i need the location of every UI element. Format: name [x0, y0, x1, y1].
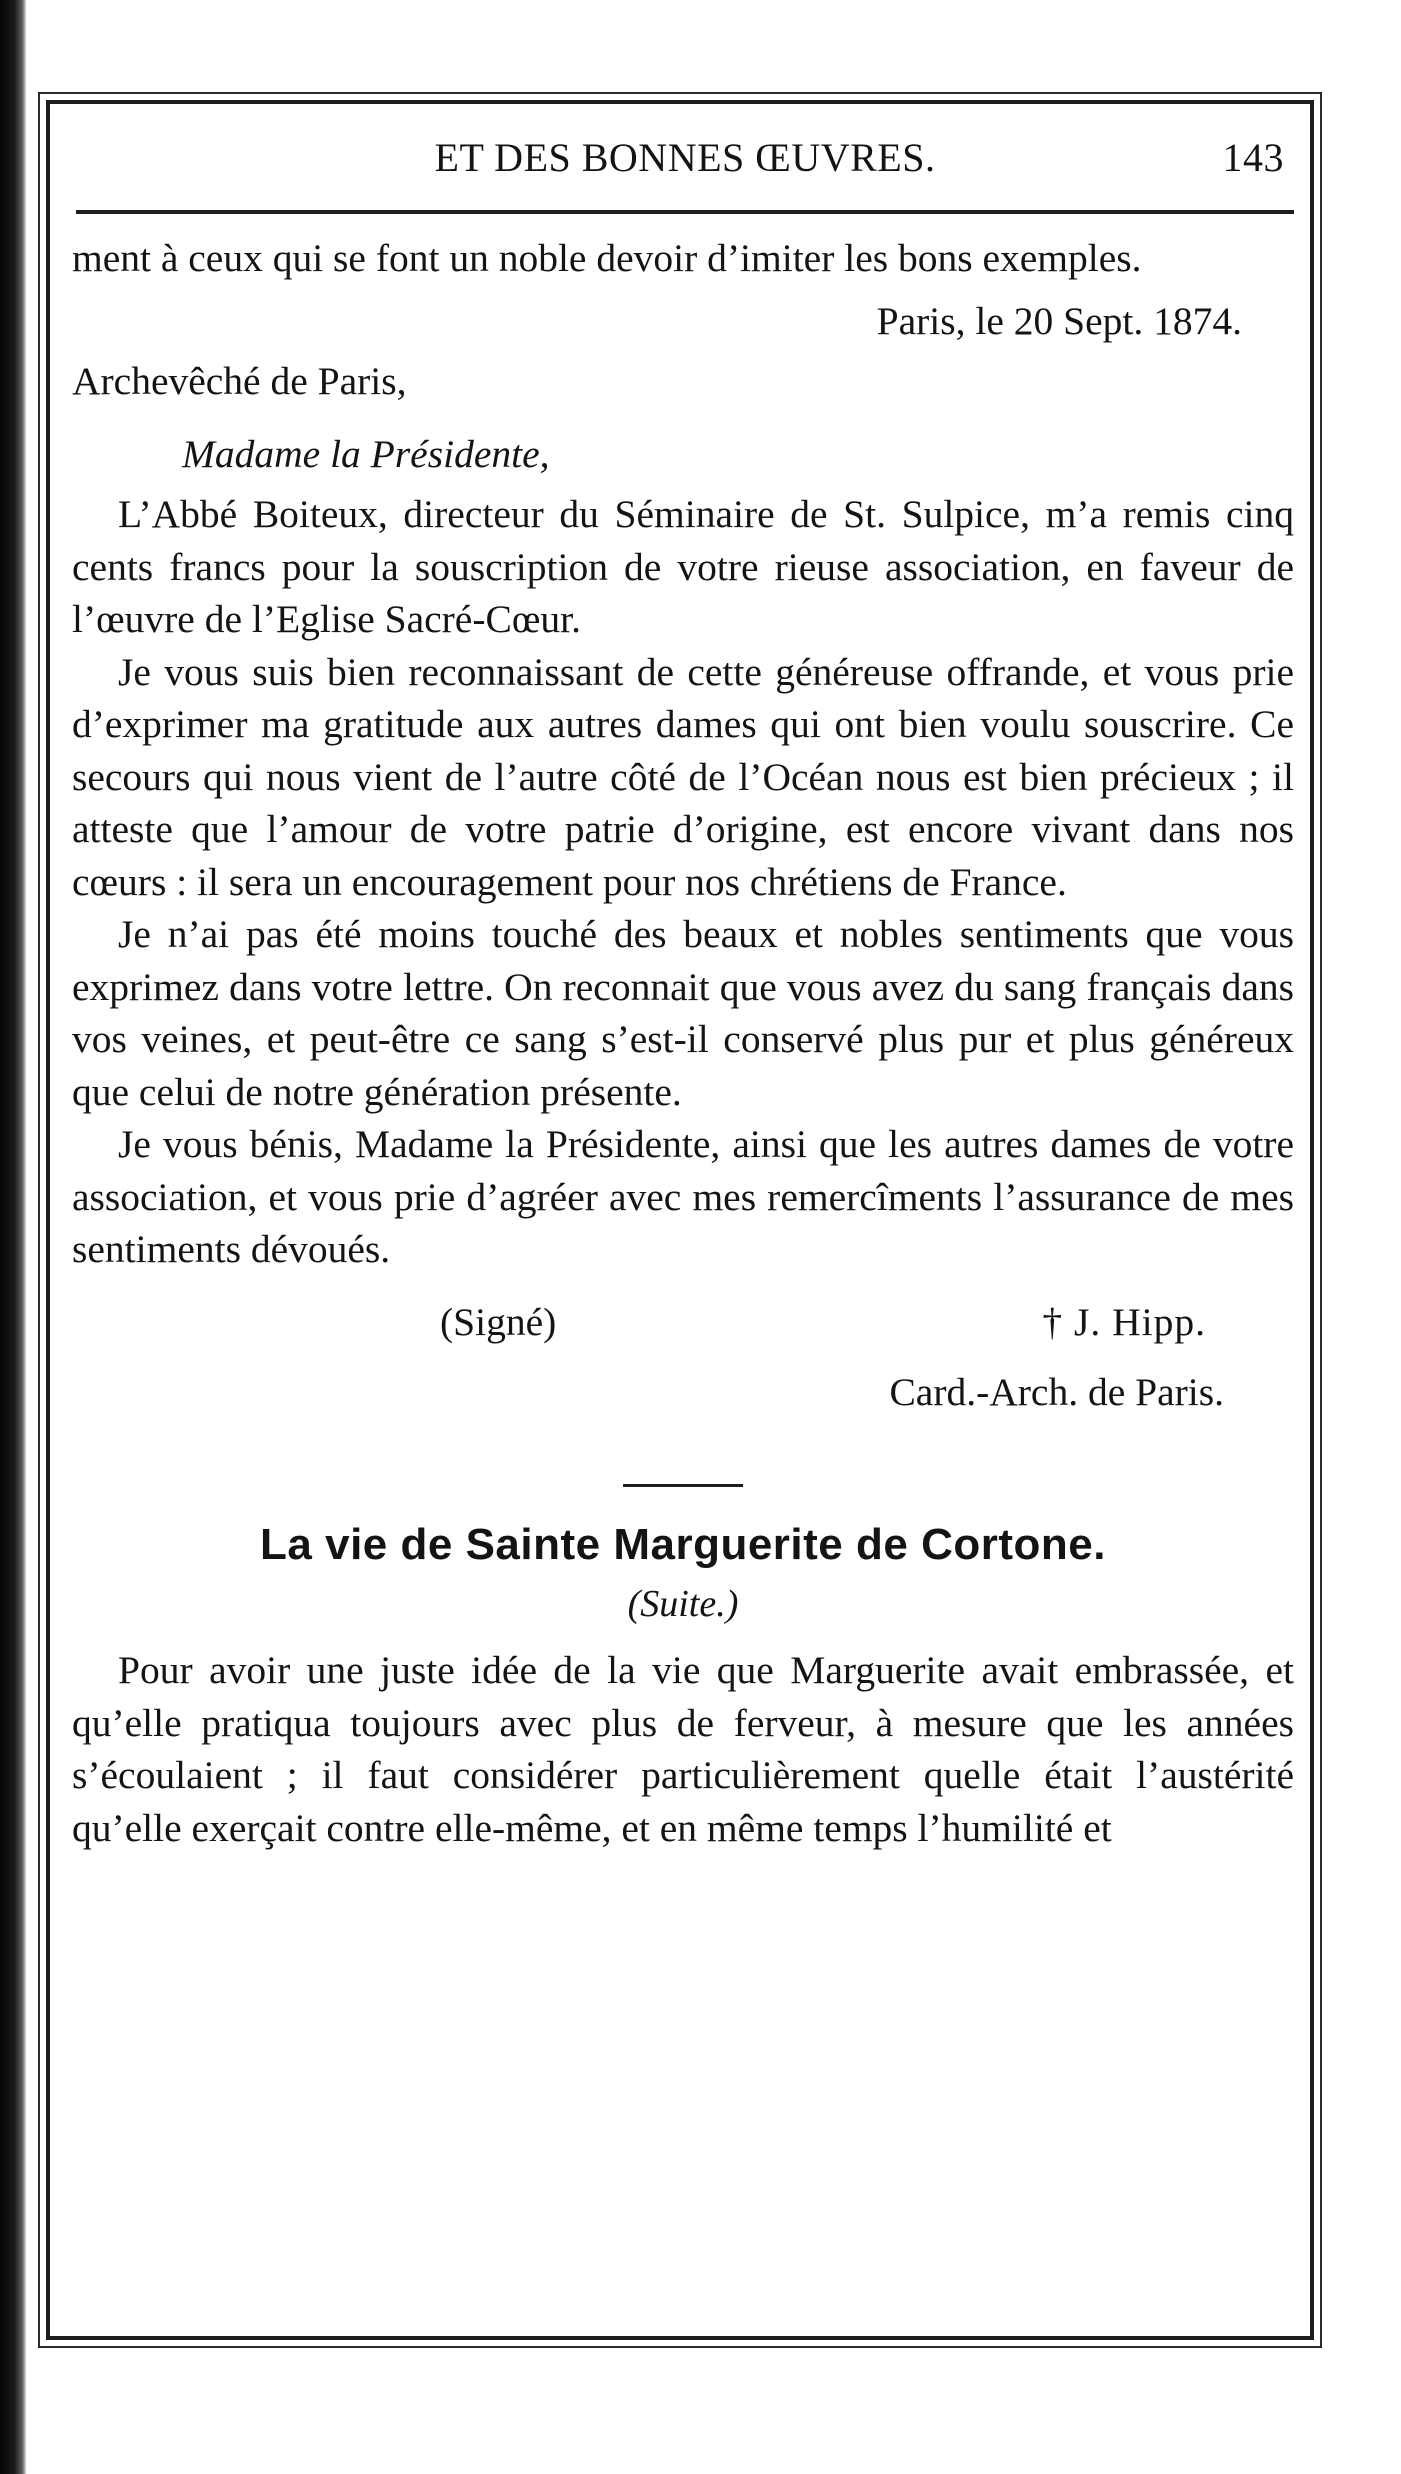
- book-binding-edge: [0, 0, 26, 2474]
- signature-name: † J. Hipp.: [1042, 1299, 1206, 1344]
- page-number: 143: [1222, 135, 1284, 180]
- signature-title: Card.-Arch. de Paris.: [889, 1369, 1224, 1414]
- signature-line: [72, 1296, 1294, 1356]
- running-header: [76, 128, 1294, 188]
- page-body: [72, 232, 1294, 1854]
- section-subtitle: (Suite.): [627, 1582, 739, 1625]
- signed-label: (Signé): [440, 1299, 557, 1344]
- section-paragraph: Pour avoir une juste idée de la vie que Marguerite avait embrassée, et qu’elle pratiqua toujours avec plus de ferveur, à mesure que les années s’écoulaient ; il faut considérer particulièrement quelle était l’austérité qu’elle exerçait contre elle-même, et en même temps l’humilité et: [72, 1648, 1294, 1850]
- letter-sender: Archevêché de Paris,: [72, 359, 407, 403]
- running-title: ET DES BONNES ŒUVRES.: [434, 135, 936, 180]
- letter-salutation: Madame la Présidente,: [182, 431, 550, 476]
- header-rule: [76, 210, 1294, 214]
- letter-dateline: Paris, le 20 Sept. 1874.: [876, 298, 1242, 343]
- section-title: La vie de Sainte Marguerite de Cortone.: [260, 1520, 1106, 1569]
- letter-paragraph: Je n’ai pas été moins touché des beaux et nobles sentiments que vous exprimez dans votre lettre. On reconnait que vous avez du sang français dans vos veines, et peut-être ce sang s’est-il conservé plus pur et plus généreux que celui de notre génération présente.: [72, 912, 1294, 1114]
- letter-paragraph: L’Abbé Boiteux, directeur du Séminaire de St. Sulpice, m’a remis cinq cents francs pour la souscription de votre rieuse association, en faveur de l’œuvre de l’Eglise Sacré-Cœur.: [72, 492, 1294, 641]
- section-separator: [623, 1484, 743, 1487]
- letter-opening-text: ment à ceux qui se font un noble devoir d’imiter les bons exemples.: [72, 236, 1142, 280]
- letter-paragraph: Je vous bénis, Madame la Présidente, ainsi que les autres dames de votre association, et vous prie d’agréer avec mes remercîments l’assurance de mes sentiments dévoués.: [72, 1122, 1294, 1271]
- letter-paragraph: Je vous suis bien reconnaissant de cette généreuse offrande, et vous prie d’exprimer ma gratitude aux autres dames qui ont bien voulu souscrire. Ce secours qui nous vient de l’autre côté de l’Océan nous est bien précieux ; il atteste que l’amour de votre patrie d’origine, est encore vivant dans nos cœurs : il sera un encouragement pour nos chrétiens de France.: [72, 649, 1294, 904]
